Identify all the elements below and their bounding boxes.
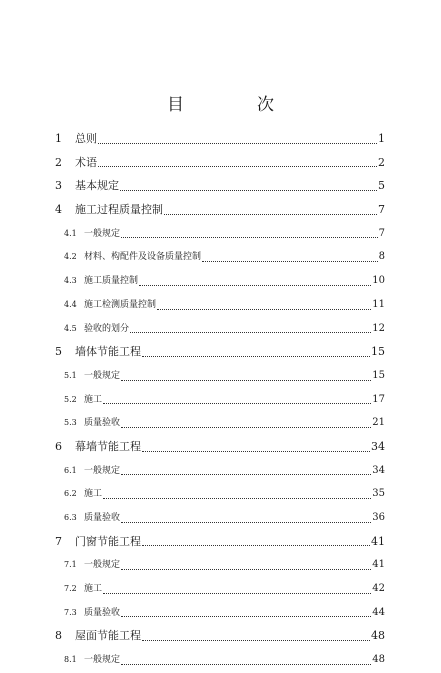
toc-entry-page: 15 <box>372 369 385 381</box>
toc-entry-label: 门窗节能工程 <box>75 534 141 548</box>
toc-entry-page: 5 <box>378 179 385 193</box>
toc-dot-leader <box>98 166 377 167</box>
toc-dot-leader <box>142 545 370 546</box>
toc-chapter-entry[interactable] <box>55 435 385 459</box>
toc-entry-page: 10 <box>372 275 385 287</box>
toc-entry-label: 施工 <box>84 584 103 595</box>
toc-dot-leader <box>121 474 371 475</box>
toc-dot-leader <box>121 616 371 617</box>
toc-entry-number: 4.5 <box>64 323 77 333</box>
toc-entry-number: 7 <box>55 534 62 548</box>
toc-dot-leader <box>121 522 371 523</box>
toc-dot-leader <box>121 427 371 428</box>
toc-entry-label: 材料、构配件及设备质量控制 <box>84 252 202 263</box>
toc-dot-leader <box>202 261 378 262</box>
toc-section-entry[interactable] <box>55 364 385 388</box>
toc-dot-leader <box>157 309 371 310</box>
toc-section-entry[interactable] <box>55 411 385 435</box>
toc-entry-label: 施工 <box>84 489 103 500</box>
toc-entry-number: 3 <box>55 179 62 193</box>
toc-entry-label: 质量验收 <box>84 418 121 429</box>
toc-entry-page: 36 <box>372 512 385 523</box>
toc-entry-label: 一般规定 <box>84 560 121 571</box>
toc-entry-page: 2 <box>378 155 385 169</box>
toc-entry-page: 41 <box>372 559 385 571</box>
toc-entry-label: 一般规定 <box>84 655 121 666</box>
toc-entry-page: 21 <box>372 417 385 429</box>
toc-section-entry[interactable] <box>55 577 385 601</box>
toc-entry-label: 一般规定 <box>84 465 121 476</box>
toc-entry-page: 34 <box>372 464 385 476</box>
toc-section-entry[interactable] <box>55 293 385 317</box>
toc-section-entry[interactable] <box>55 601 385 625</box>
toc-dot-leader <box>103 403 371 404</box>
toc-entry-number: 2 <box>55 155 62 169</box>
table-of-contents <box>55 127 385 672</box>
toc-section-entry[interactable] <box>55 482 385 506</box>
toc-chapter-entry[interactable] <box>55 340 385 364</box>
toc-entry-number: 4.2 <box>64 252 77 262</box>
toc-dot-leader <box>98 143 377 144</box>
toc-entry-page: 41 <box>371 534 385 548</box>
toc-section-entry[interactable] <box>55 222 385 246</box>
toc-dot-leader <box>121 237 378 238</box>
toc-entry-label: 施工检测质量控制 <box>84 299 157 310</box>
toc-entry-number: 4.3 <box>64 276 77 286</box>
toc-entry-number: 1 <box>55 132 62 145</box>
toc-entry-number: 8 <box>55 629 62 643</box>
toc-chapter-entry[interactable] <box>55 151 385 175</box>
toc-dot-leader <box>121 380 371 381</box>
toc-section-entry[interactable] <box>55 388 385 412</box>
toc-entry-page: 12 <box>372 322 385 334</box>
toc-dot-leader <box>139 285 371 286</box>
toc-entry-page: 8 <box>378 251 385 263</box>
toc-entry-page: 42 <box>372 583 385 595</box>
toc-entry-label: 幕墙节能工程 <box>75 439 141 453</box>
toc-entry-label: 施工质量控制 <box>84 276 139 287</box>
toc-entry-label: 一般规定 <box>84 228 121 239</box>
toc-entry-label: 基本规定 <box>75 179 119 193</box>
toc-entry-number: 6 <box>55 439 62 453</box>
toc-entry-label: 屋面节能工程 <box>75 629 141 643</box>
toc-section-entry[interactable] <box>55 506 385 530</box>
toc-entry-label: 术语 <box>75 155 97 169</box>
toc-dot-leader <box>121 664 371 665</box>
toc-entry-label: 总则 <box>75 132 97 145</box>
toc-entry-number: 5.1 <box>64 370 77 380</box>
toc-entry-number: 6.1 <box>64 465 77 475</box>
toc-entry-number: 7.1 <box>64 560 77 570</box>
toc-section-entry[interactable] <box>55 459 385 483</box>
toc-entry-number: 4 <box>55 203 62 217</box>
toc-entry-page: 15 <box>371 345 385 359</box>
toc-entry-label: 施工 <box>84 394 103 405</box>
toc-entry-page: 34 <box>371 439 385 453</box>
toc-entry-label: 施工过程质量控制 <box>75 203 163 217</box>
toc-chapter-entry[interactable] <box>55 530 385 554</box>
toc-entry-page: 11 <box>372 298 385 310</box>
toc-dot-leader <box>142 640 370 641</box>
toc-dot-leader <box>130 332 371 333</box>
toc-entry-number: 7.3 <box>64 607 77 617</box>
toc-entry-number: 5 <box>55 345 62 359</box>
toc-entry-number: 6.2 <box>64 489 77 499</box>
toc-dot-leader <box>103 498 371 499</box>
toc-entry-number: 4.4 <box>64 299 77 309</box>
toc-entry-number: 4.1 <box>64 228 77 238</box>
toc-chapter-entry[interactable] <box>55 174 385 198</box>
toc-section-entry[interactable] <box>55 269 385 293</box>
toc-dot-leader <box>103 593 371 594</box>
page-title: 目 次 <box>167 95 302 115</box>
toc-entry-page: 1 <box>378 132 385 145</box>
toc-dot-leader <box>142 356 370 357</box>
toc-entry-page: 17 <box>372 393 385 405</box>
toc-entry-number: 7.2 <box>64 584 77 594</box>
toc-dot-leader <box>121 569 371 570</box>
toc-section-entry[interactable] <box>55 648 385 672</box>
toc-entry-label: 墙体节能工程 <box>75 345 141 359</box>
toc-entry-label: 质量验收 <box>84 513 121 523</box>
toc-entry-page: 35 <box>372 488 385 500</box>
toc-entry-page: 7 <box>378 227 385 239</box>
toc-entry-page: 48 <box>371 629 385 643</box>
toc-chapter-entry[interactable] <box>55 198 385 222</box>
toc-section-entry[interactable] <box>55 245 385 269</box>
toc-entry-label: 一般规定 <box>84 370 121 381</box>
toc-section-entry[interactable] <box>55 317 385 341</box>
toc-dot-leader <box>120 190 377 191</box>
toc-entry-page: 48 <box>372 654 385 666</box>
toc-entry-label: 质量验收 <box>84 607 121 618</box>
toc-entry-number: 5.3 <box>64 418 77 428</box>
toc-entry-page: 44 <box>372 606 385 618</box>
toc-dot-leader <box>164 214 377 215</box>
toc-chapter-entry[interactable] <box>55 127 385 151</box>
toc-entry-number: 5.2 <box>64 394 77 404</box>
toc-entry-page: 7 <box>378 203 385 217</box>
toc-entry-number: 6.3 <box>64 513 77 522</box>
toc-entry-label: 验收的划分 <box>84 323 130 334</box>
toc-chapter-entry[interactable] <box>55 624 385 648</box>
toc-dot-leader <box>142 451 370 452</box>
toc-entry-number: 8.1 <box>64 655 77 665</box>
toc-section-entry[interactable] <box>55 553 385 577</box>
